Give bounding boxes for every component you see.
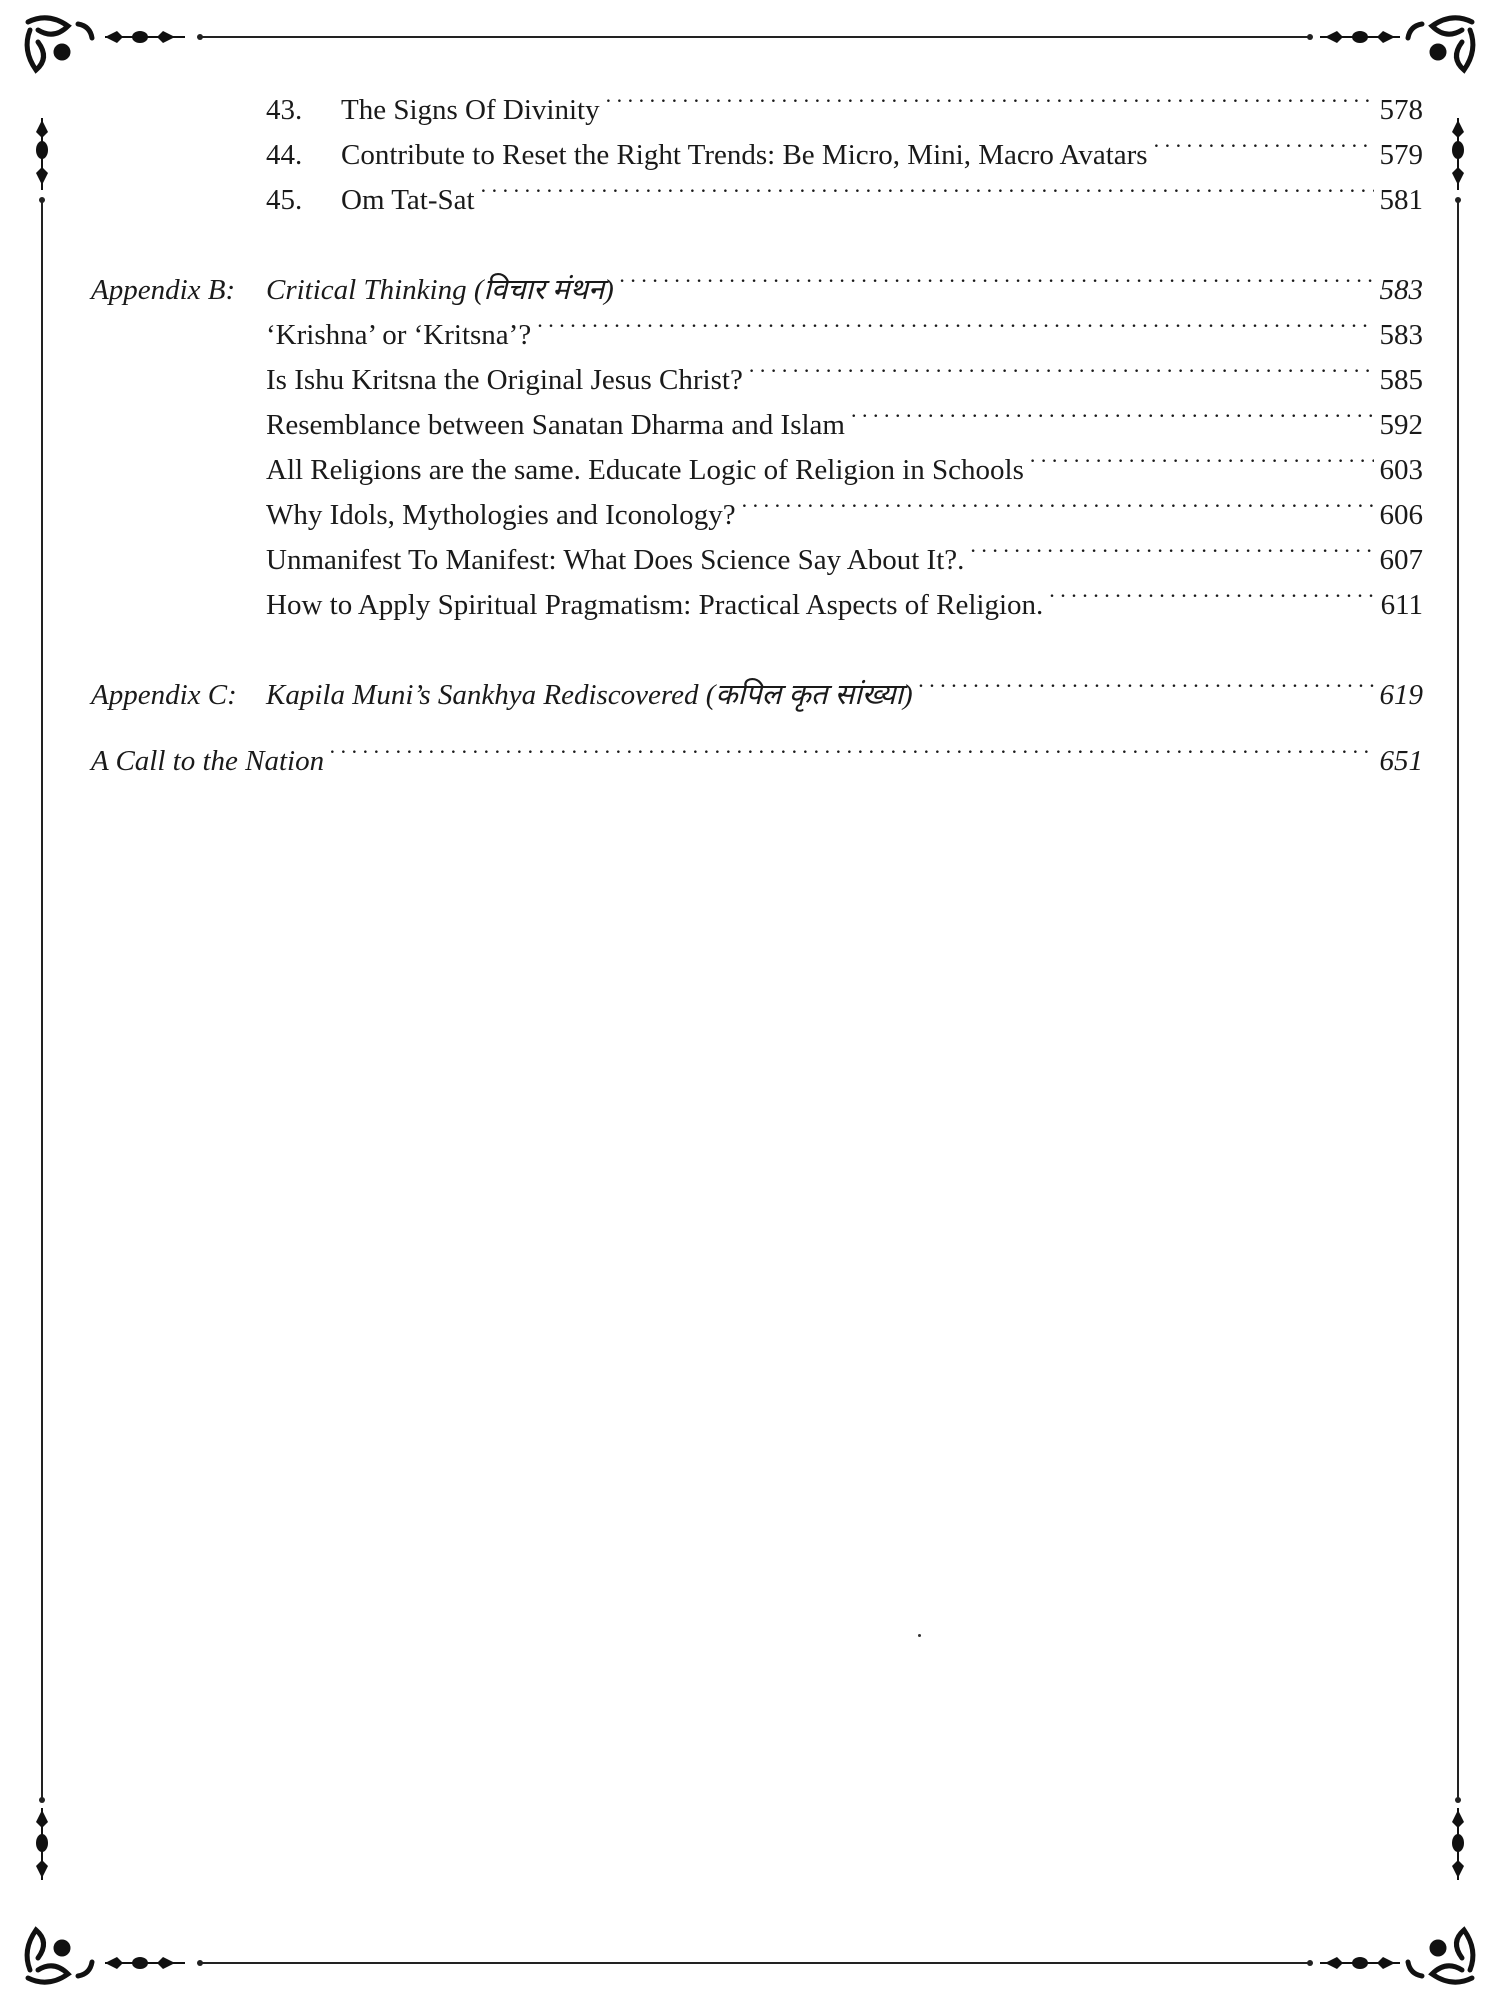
appendix-title: Kapila Muni’s Sankhya Rediscovered (कपिल कृत सांख्या) [266, 679, 913, 711]
entry-page-number: 583 [1379, 319, 1423, 351]
entry-number: 44. [266, 139, 303, 171]
entry-page-number: 619 [1379, 679, 1423, 711]
dot-leader [742, 488, 1374, 524]
call-to-nation-entry[interactable] [91, 734, 1423, 779]
appendix-label: Appendix B: [91, 274, 236, 306]
toc-entry[interactable] [266, 128, 1423, 173]
stray-mark [918, 1634, 921, 1637]
entry-title: All Religions are the same. Educate Logic of Religion in Schools [266, 454, 1024, 486]
entry-page-number: 579 [1379, 139, 1423, 171]
dot-leader [537, 308, 1373, 344]
appendix-b-heading[interactable] [91, 263, 1423, 308]
entry-title: Contribute to Reset the Right Trends: Be Micro, Mini, Macro Avatars [341, 139, 1148, 171]
toc-entry[interactable] [266, 353, 1423, 398]
entry-title: ‘Krishna’ or ‘Kritsna’? [266, 319, 532, 351]
dot-leader [1049, 578, 1374, 614]
entry-number: 45. [266, 184, 303, 216]
entry-page-number: 651 [1379, 745, 1423, 777]
appendix-c-heading[interactable] [91, 668, 1423, 713]
entry-title: Why Idols, Mythologies and Iconology? [266, 499, 736, 531]
toc-entry[interactable] [266, 578, 1423, 623]
entry-page-number: 583 [1379, 274, 1423, 306]
dot-leader [749, 353, 1374, 389]
dot-leader [970, 533, 1373, 569]
toc-entry[interactable] [266, 443, 1423, 488]
entry-page-number: 611 [1380, 589, 1423, 621]
dot-leader [481, 173, 1374, 209]
dot-leader [1030, 443, 1374, 479]
entry-page-number: 607 [1379, 544, 1423, 576]
dot-leader [620, 263, 1374, 299]
toc-entry[interactable] [266, 533, 1423, 578]
entry-title: How to Apply Spiritual Pragmatism: Practical Aspects of Religion. [266, 589, 1044, 621]
entry-page-number: 606 [1379, 499, 1423, 531]
toc-entry[interactable] [266, 83, 1423, 128]
toc-entry[interactable] [266, 398, 1423, 443]
dot-leader [330, 734, 1373, 770]
entry-title: The Signs Of Divinity [341, 94, 600, 126]
toc-entry[interactable] [266, 488, 1423, 533]
entry-title: A Call to the Nation [91, 745, 325, 777]
entry-title: Resemblance between Sanatan Dharma and Islam [266, 409, 845, 441]
entry-title: Om Tat-Sat [341, 184, 475, 216]
appendix-label: Appendix C: [91, 679, 237, 711]
entry-title: Is Ishu Kritsna the Original Jesus Christ? [266, 364, 743, 396]
entry-page-number: 592 [1379, 409, 1423, 441]
entry-number: 43. [266, 94, 303, 126]
entry-page-number: 581 [1379, 184, 1423, 216]
dot-leader [606, 83, 1374, 119]
dot-leader [919, 668, 1374, 704]
entry-title: Unmanifest To Manifest: What Does Science Say About It?. [266, 544, 965, 576]
entry-page-number: 603 [1379, 454, 1423, 486]
dot-leader [851, 398, 1374, 434]
toc-entry[interactable] [266, 308, 1423, 353]
dot-leader [1154, 128, 1374, 164]
entry-page-number: 585 [1379, 364, 1423, 396]
entry-page-number: 578 [1379, 94, 1423, 126]
toc-entry[interactable] [266, 173, 1423, 218]
appendix-title: Critical Thinking (विचार मंथन) [266, 274, 614, 306]
